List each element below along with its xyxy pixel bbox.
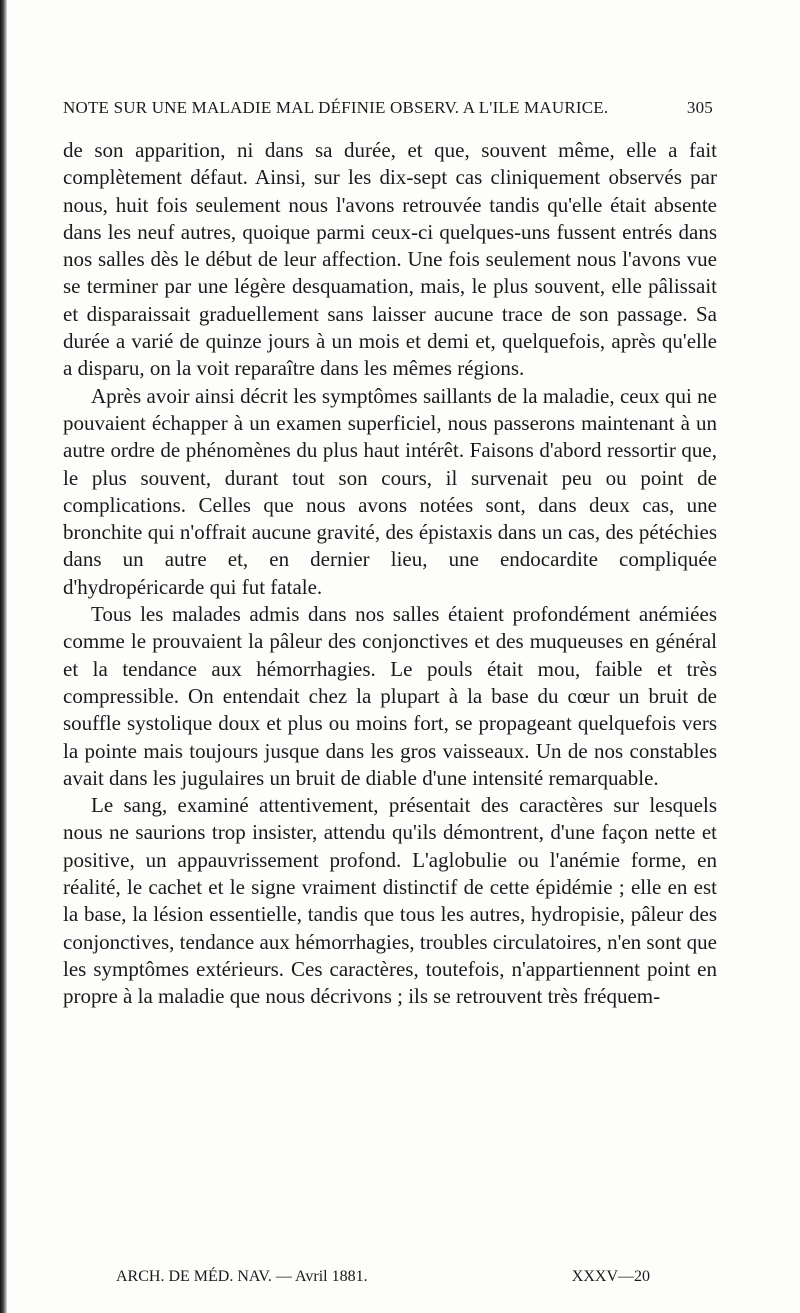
sheet-signature: XXXV—20 [571, 1268, 650, 1285]
running-header [63, 98, 713, 124]
page-footer [116, 1268, 650, 1292]
journal-citation: ARCH. DE MÉD. NAV. — Avril 1881. [116, 1268, 368, 1285]
page-number: 305 [686, 98, 713, 117]
paragraph-continuation: de son apparition, ni dans sa durée, et que, souvent même, elle a fait complètement défaut. Ainsi, sur les dix-sept cas cliniquement observés par nous, huit fois seulement nous l'avons retrouvée tandis qu'elle était absente dans les neuf autres, quoique parmi ceux-ci quelques-uns fussent entrés dans nos salles dès le début de leur affection. Une fois seulement nous l'avons vue se terminer par une légère desquamation, mais, le plus souvent, elle pâlissait et disparaissait graduellement sans laisser aucune trace de son passage. Sa durée a varié de quinze jours à un mois et demi et, quelquefois, après qu'elle a disparu, on la voit reparaître dans les mêmes régions. [63, 138, 717, 381]
body-text [63, 137, 717, 1011]
paragraph-symptoms: Après avoir ainsi décrit les symptômes saillants de la maladie, ceux qui ne pouvaient échapper à un examen superficiel, nous passerons maintenant à un autre ordre de phénomènes du plus haut intérêt. Faisons d'abord ressortir que, le plus souvent, durant tout son cours, il survenait peu ou point de complications. Celles que nous avons notées sont, dans deux cas, une bronchite qui n'offrait aucune gravité, des épistaxis dans un cas, des pétéchies dans un autre et, en dernier lieu, une endocardite compliquée d'hydropéricarde qui fut fatale. [63, 383, 717, 599]
paragraph-blood: Le sang, examiné attentivement, présentait des caractères sur lesquels nous ne saurions trop insister, attendu qu'ils démontrent, d'une façon nette et positive, un appauvrissement profond. L'aglobulie ou l'anémie forme, en réalité, le cachet et le signe vraiment distinctif de cette épidémie ; elle en est la base, la lésion essentielle, tandis que tous les autres, hydropisie, pâleur des conjonctives, tendance aux hémorrhagies, troubles circulatoires, n'en sont que les symptômes extérieurs. Ces caractères, toutefois, n'appartiennent point en propre à la maladie que nous décrivons ; ils se retrouvent très fréquem- [63, 793, 717, 1009]
paragraph-anemia: Tous les malades admis dans nos salles étaient profondément anémiées comme le prouvaient la pâleur des conjonctives et des muqueuses en général et la tendance aux hémorrhagies. Le pouls était mou, faible et très compressible. On entendait chez la plupart à la base du cœur un bruit de souffle systolique doux et plus ou moins fort, se propageant quelquefois vers la pointe mais toujours jusque dans les gros vaisseaux. Un de nos constables avait dans les jugulaires un bruit de diable d'une intensité remarquable. [63, 602, 717, 790]
page-binding-edge [0, 0, 7, 1313]
running-title: NOTE SUR UNE MALADIE MAL DÉFINIE OBSERV. A L'ILE MAURICE. [63, 98, 609, 117]
